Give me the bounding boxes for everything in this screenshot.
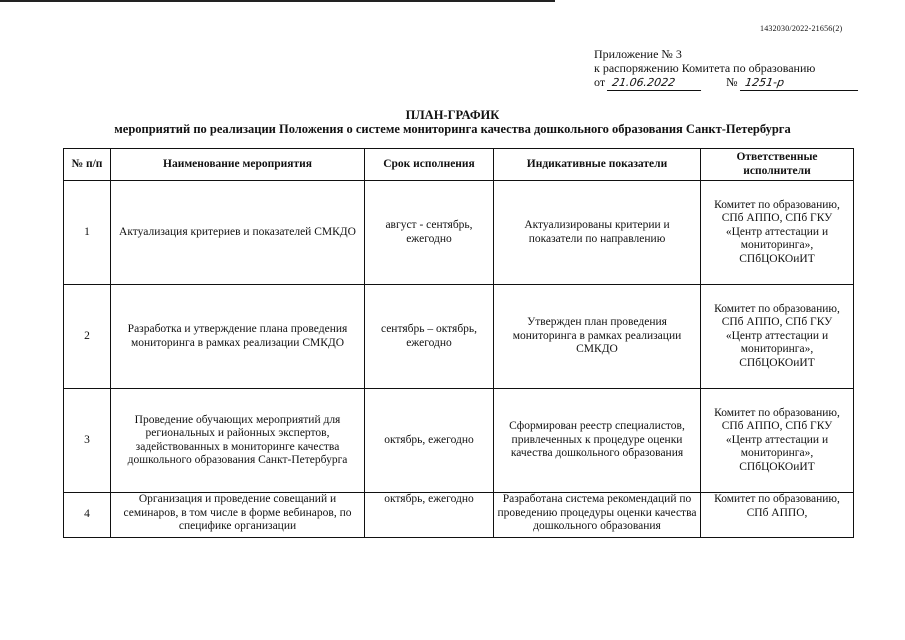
row-number: 4 (64, 493, 111, 538)
table-header-row (64, 149, 854, 181)
row-number: 2 (64, 285, 111, 389)
header-num: № п/п (64, 149, 111, 181)
document-id: 1432030/2022-21656(2) (760, 24, 843, 33)
activity-term: август - сентябрь, ежегодно (365, 181, 494, 285)
scan-edge-line (0, 0, 555, 2)
document-subtitle: мероприятий по реализации Положения о системе мониторинга качества дошкольного образования Санкт-Петербурга (114, 122, 791, 136)
appendix-number: Приложение № 3 (594, 47, 682, 61)
header-name: Наименование мероприятия (111, 149, 365, 181)
activity-indicators: Разработана система рекомендаций по проведению процедуры оценки качества дошкольного образования (497, 493, 697, 532)
header-responsible: Ответственные исполнители (701, 149, 854, 181)
appendix-order-ref: к распоряжению Комитета по образованию (594, 61, 816, 75)
activity-indicators: Актуализированы критерии и показатели по направлению (494, 181, 701, 285)
header-term: Срок исполнения (365, 149, 494, 181)
document-title: ПЛАН-ГРАФИК (405, 108, 500, 122)
plan-table (63, 148, 854, 538)
row-number: 3 (64, 389, 111, 493)
activity-responsible: Комитет по образованию, СПб АППО, СПб ГКУ «Центр аттестации и мониторинга», СПбЦОКОиИТ (701, 285, 854, 389)
appendix-date-line (594, 75, 859, 91)
table-row (64, 181, 854, 285)
activity-name: Разработка и утверждение плана проведения мониторинга в рамках реализации СМКДО (111, 285, 365, 389)
activity-indicators-cell (494, 493, 701, 538)
appendix-block (594, 47, 859, 91)
table-row (64, 493, 854, 538)
table-row (64, 285, 854, 389)
activity-responsible: Комитет по образованию, СПб АППО, СПб ГКУ «Центр аттестации и мониторинга», СПбЦОКОиИТ (701, 181, 854, 285)
activity-name-cell (111, 493, 365, 538)
header-indicators: Индикативные показатели (494, 149, 701, 181)
activity-name: Проведение обучающих мероприятий для региональных и районных экспертов, задействованных в мониторинге качества дошкольного образования Санкт-Петербурга (111, 389, 365, 493)
table-row (64, 389, 854, 493)
activity-term-cell (365, 493, 494, 538)
number-prefix: № (726, 75, 738, 89)
handwritten-number: 1251-р (739, 76, 859, 91)
activity-name: Актуализация критериев и показателей СМКДО (111, 181, 365, 285)
date-prefix: от (594, 75, 606, 89)
row-number: 1 (64, 181, 111, 285)
activity-responsible: Комитет по образованию, СПб АППО, (714, 493, 840, 519)
activity-term: сентябрь – октябрь, ежегодно (365, 285, 494, 389)
handwritten-date: 21.06.2022 (607, 76, 703, 91)
activity-indicators: Сформирован реестр специалистов, привлеченных к процедуре оценки качества дошкольного образования (494, 389, 701, 493)
activity-term: октябрь, ежегодно (384, 493, 474, 505)
activity-responsible-cell (701, 493, 854, 538)
activity-name: Организация и проведение совещаний и семинаров, в том числе в форме вебинаров, по специфике организации (123, 493, 352, 532)
activity-responsible: Комитет по образованию, СПб АППО, СПб ГКУ «Центр аттестации и мониторинга», СПбЦОКОиИТ (701, 389, 854, 493)
activity-term: октябрь, ежегодно (365, 389, 494, 493)
activity-indicators: Утвержден план проведения мониторинга в рамках реализации СМКДО (494, 285, 701, 389)
